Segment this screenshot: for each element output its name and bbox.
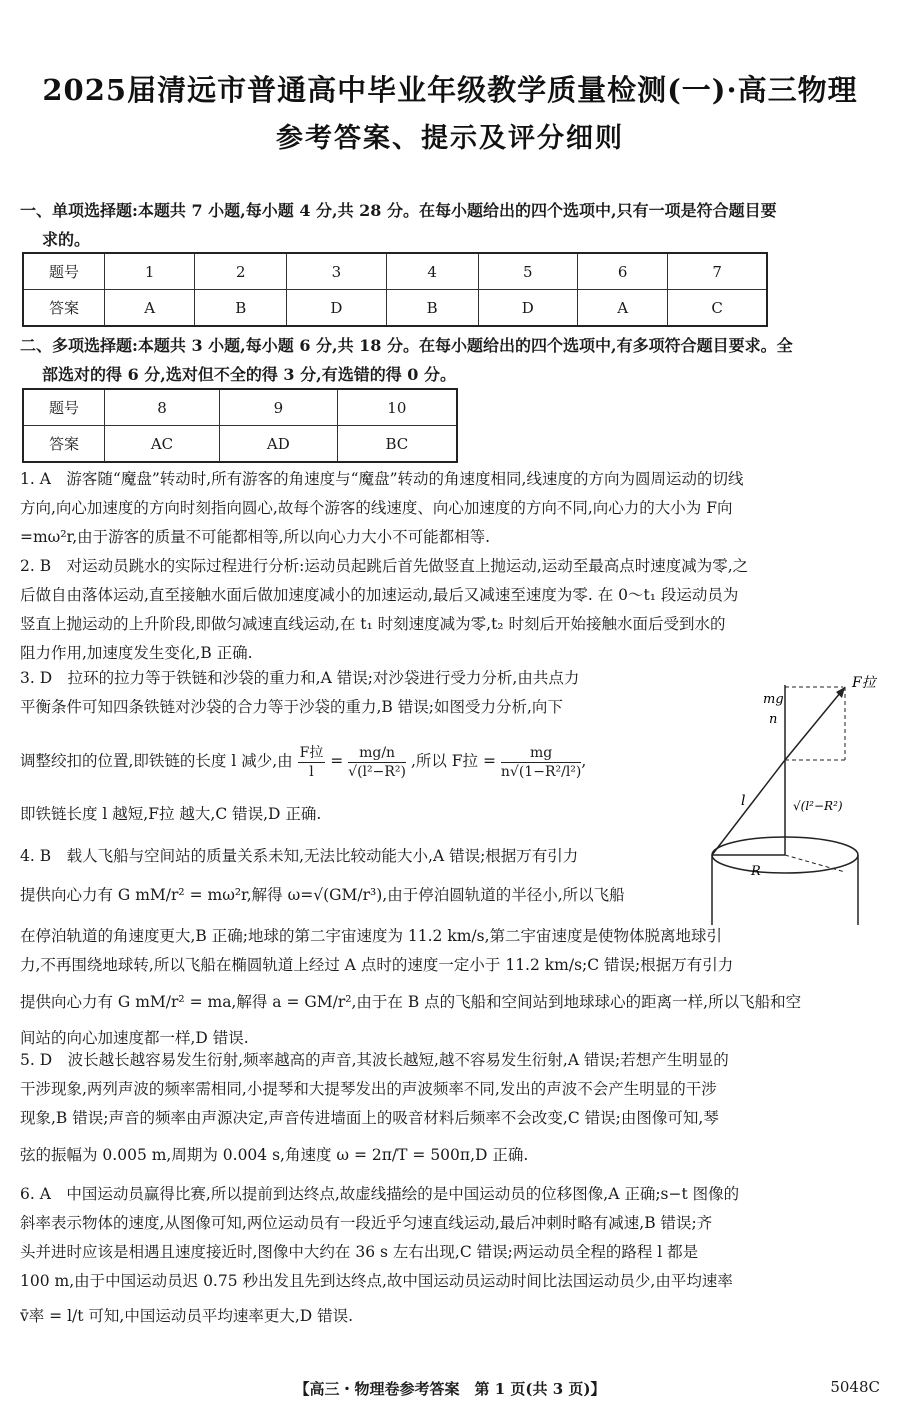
answer-cell: C bbox=[668, 290, 767, 327]
explanation-line: 4. B 载人飞船与空间站的质量关系未知,无法比较动能大小,A 错误;根据万有引力 bbox=[20, 847, 579, 865]
answer-cell: D bbox=[287, 290, 386, 327]
explanation-q4 bbox=[20, 842, 700, 919]
explanation-line: 1. A 游客随“魔盘”转动时,所有游客的角速度与“魔盘”转动的角速度相同,线速度的方向为圆周运动的切线 bbox=[20, 470, 744, 488]
explanation-line: 6. A 中国运动员赢得比赛,所以提前到达终点,故虚线描绘的是中国运动员的位移图像,A 正确;s−t 图像的 bbox=[20, 1185, 740, 1203]
explanation-line: 5. D 波长越长越容易发生衍射,频率越高的声音,其波长越短,越不容易发生衍射,A 错误;若想产生明显的 bbox=[20, 1051, 729, 1069]
explanation-line: =mω²r,由于游客的质量不可能都相等,所以向心力大小不可能都相等. bbox=[20, 528, 491, 546]
question-number: 9 bbox=[220, 389, 338, 426]
label-mg: mg bbox=[763, 692, 784, 707]
answer-cell: D bbox=[478, 290, 577, 327]
explanation-line: 在停泊轨道的角速度更大,B 正确;地球的第二宇宙速度为 11.2 km/s,第二宇宙速度是使物体脱离地球引 bbox=[20, 927, 723, 945]
explanation-line: 提供向心力有 G mM/r² = ma,解得 a = GM/r²,由于在 B 点的飞船和空间站到地球球心的距离一样,所以飞船和空 bbox=[20, 993, 802, 1011]
section1-answer-table bbox=[22, 252, 768, 327]
question-number: 6 bbox=[577, 253, 667, 290]
row-label: 题号 bbox=[23, 253, 105, 290]
chain-line bbox=[712, 760, 785, 855]
row-label: 题号 bbox=[23, 389, 105, 426]
section1-heading-line2: 求的。 bbox=[42, 230, 91, 249]
fraction-denominator: √(l²−R²) bbox=[348, 763, 406, 780]
section1-heading-line1: 一、单项选择题:本题共 7 小题,每小题 4 分,共 28 分。在每小题给出的四个选项中,只有一项是符合题目要 bbox=[20, 201, 777, 220]
force-diagram bbox=[705, 665, 895, 925]
label-n: n bbox=[769, 712, 778, 727]
explanation-line: 提供向心力有 G mM/r² = mω²r,解得 ω=√(GM/r³),由于停泊圆轨道的半径小,所以飞船 bbox=[20, 886, 625, 904]
fraction bbox=[501, 744, 581, 781]
row-label: 答案 bbox=[23, 290, 105, 327]
section2-answer-table bbox=[22, 388, 458, 463]
answer-cell: B bbox=[386, 290, 478, 327]
question-number: 4 bbox=[386, 253, 478, 290]
question-number: 8 bbox=[105, 389, 220, 426]
explanation-line: 干涉现象,两列声波的频率需相同,小提琴和大提琴发出的声波频率不同,发出的声波不会产生明显的干涉 bbox=[20, 1080, 717, 1098]
explanation-q6 bbox=[20, 1180, 882, 1336]
answer-cell: AC bbox=[105, 426, 220, 463]
question-number: 1 bbox=[105, 253, 195, 290]
explanation-line: 即铁链长度 l 越短,F拉 越大,C 错误,D 正确. bbox=[20, 805, 322, 823]
answer-cell: B bbox=[195, 290, 287, 327]
answer-cell: A bbox=[577, 290, 667, 327]
page-title: 2025届清远市普通高中毕业年级教学质量检测(一)·高三物理 bbox=[42, 73, 858, 107]
explanation-q2 bbox=[20, 552, 882, 668]
fraction-denominator: l bbox=[309, 763, 314, 780]
fraction-denominator: n√(1−R²/l²) bbox=[500, 763, 582, 780]
section1-heading bbox=[20, 196, 882, 254]
explanation-line: 间站的向心加速度都一样,D 错误. bbox=[20, 1029, 249, 1047]
explanation-line: 平衡条件可知四条铁链对沙袋的合力等于沙袋的重力,B 错误;如图受力分析,向下 bbox=[20, 698, 563, 716]
formula-line: 调整绞扣的位置,即铁链的长度 l 减少,由 $\frac{\text{F拉}}{l}$ = $\frac{mg/n}{\text{√(l²−R²)}}$ ,所以 F拉 = $\frac{mg}{\text{n√(1−R²/l²)}}$ , bbox=[20, 744, 587, 780]
force-arrow bbox=[785, 687, 845, 760]
section2-heading-line1: 二、多项选择题:本题共 3 小题,每小题 6 分,共 18 分。在每小题给出的四个选项中,有多项符合题目要求。全 bbox=[20, 336, 793, 355]
question-number: 10 bbox=[337, 389, 457, 426]
explanation-line: 弦的振幅为 0.005 m,周期为 0.004 s,角速度 ω = 2π/T = 500π,D 正确. bbox=[20, 1146, 529, 1164]
label-force: F拉 bbox=[852, 675, 876, 691]
table-row bbox=[23, 290, 767, 327]
explanation-q1 bbox=[20, 465, 882, 552]
explanation-line: 方向,向心加速度的方向时刻指向圆心,故每个游客的线速度、向心加速度的方向不同,向心力的大小为 F向 bbox=[20, 499, 733, 517]
dashed-radius bbox=[785, 855, 845, 872]
question-number: 3 bbox=[287, 253, 386, 290]
explanation-line: 后做自由落体运动,直至接触水面后做加速度减小的加速运动,最后又减速至速度为零. 在 0～t₁ 段运动员为 bbox=[20, 586, 739, 604]
row-label: 答案 bbox=[23, 426, 105, 463]
explanation-line: v̄率 = l/t 可知,中国运动员平均速率更大,D 错误. bbox=[20, 1307, 354, 1325]
explanation-q3 bbox=[20, 664, 700, 829]
explanation-line: 2. B 对运动员跳水的实际过程进行分析:运动员起跳后首先做竖直上抛运动,运动至最高点时速度减为零,之 bbox=[20, 557, 749, 575]
fraction bbox=[298, 744, 326, 781]
explanation-line: 调整绞扣的位置,即铁链的长度 l 减少,由 bbox=[20, 752, 293, 770]
explanation-line: 阻力作用,加速度发生变化,B 正确. bbox=[20, 644, 253, 662]
label-l: l bbox=[741, 793, 746, 809]
document-code: 5048C bbox=[830, 1378, 880, 1396]
label-R: R bbox=[751, 864, 761, 879]
explanation-line: 力,不再围绕地球转,所以飞船在椭圆轨道上经过 A 点时的速度一定小于 11.2 km/s;C 错误;根据万有引力 bbox=[20, 956, 734, 974]
question-number: 5 bbox=[478, 253, 577, 290]
explanation-line: 3. D 拉环的拉力等于铁链和沙袋的重力和,A 错误;对沙袋进行受力分析,由共点力 bbox=[20, 669, 580, 687]
explanation-line: 头并进时应该是相遇且速度接近时,图像中大约在 36 s 左右出现,C 错误;两运动员全程的路程 l 都是 bbox=[20, 1243, 699, 1261]
fraction-numerator: mg/n bbox=[348, 744, 406, 763]
answer-cell: BC bbox=[337, 426, 457, 463]
question-number: 7 bbox=[668, 253, 767, 290]
fraction-numerator: F拉 bbox=[299, 744, 324, 761]
section2-heading-line2: 部选对的得 6 分,选对但不全的得 3 分,有选错的得 0 分。 bbox=[42, 365, 456, 384]
explanation-line: 斜率表示物体的速度,从图像可知,两位运动员有一段近乎匀速直线运动,最后冲刺时略有减速,B 错误;齐 bbox=[20, 1214, 713, 1232]
page-footer: 【高三・物理卷参考答案 第 1 页(共 3 页)】 bbox=[294, 1380, 606, 1398]
explanation-line: ,所以 F拉 = bbox=[410, 752, 496, 770]
question-number: 2 bbox=[195, 253, 287, 290]
label-sqrt: √(l²−R²) bbox=[793, 799, 843, 813]
fraction-numerator: mg bbox=[501, 744, 581, 763]
answer-cell: AD bbox=[220, 426, 338, 463]
explanation-line: 现象,B 错误;声音的频率由声源决定,声音传进墙面上的吸音材料后频率不会改变,C 错误;由图像可知,琴 bbox=[20, 1109, 719, 1127]
explanation-line: 竖直上抛运动的上升阶段,即做匀减速直线运动,在 t₁ 时刻速度减为零,t₂ 时刻后开始接触水面后受到水的 bbox=[20, 615, 726, 633]
section2-heading bbox=[20, 331, 882, 389]
explanation-q4-cont bbox=[20, 922, 882, 1053]
table-row bbox=[23, 426, 457, 463]
explanation-line: 100 m,由于中国运动员迟 0.75 秒出发且先到达终点,故中国运动员运动时间比法国运动员少,由平均速率 bbox=[20, 1272, 733, 1290]
page-subtitle: 参考答案、提示及评分细则 bbox=[276, 123, 624, 154]
table-row bbox=[23, 389, 457, 426]
table-row bbox=[23, 253, 767, 290]
answer-cell: A bbox=[105, 290, 195, 327]
explanation-q5 bbox=[20, 1046, 882, 1177]
fraction bbox=[348, 744, 406, 781]
